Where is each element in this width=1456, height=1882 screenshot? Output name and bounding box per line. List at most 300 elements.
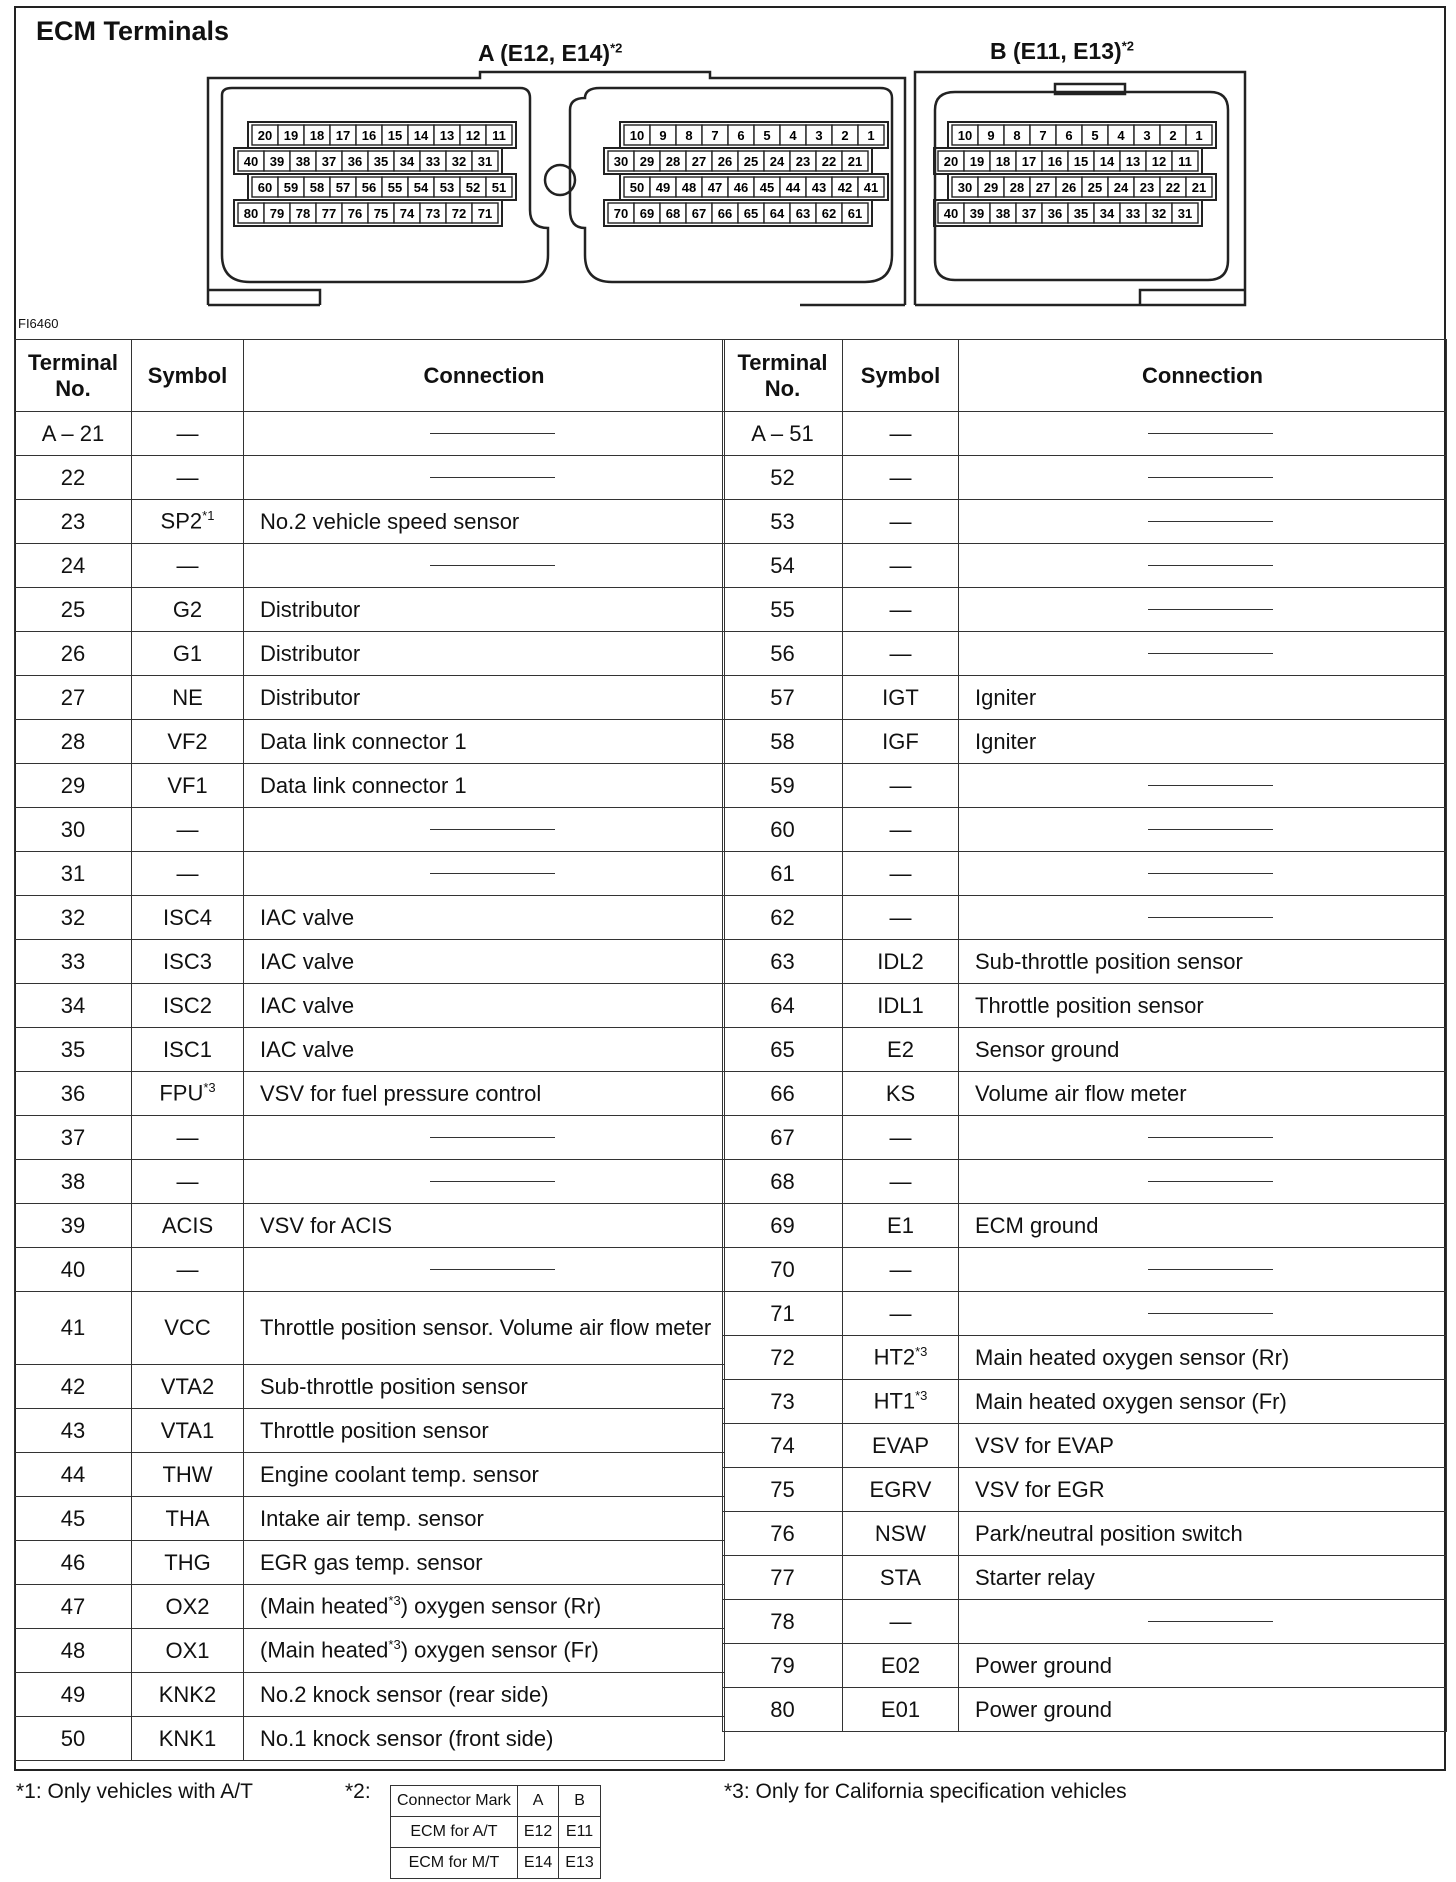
pin-number: 14 bbox=[413, 128, 429, 143]
terminal-row bbox=[15, 764, 725, 808]
terminal-row bbox=[723, 588, 1447, 632]
terminal-symbol: IDL1 bbox=[843, 984, 959, 1028]
pin-number: 8 bbox=[1013, 128, 1021, 143]
terminal-symbol: G2 bbox=[132, 588, 244, 632]
terminal-symbol: HT2$^{*3}$ bbox=[843, 1336, 959, 1380]
header-terminal: Terminal No. bbox=[15, 340, 132, 412]
terminal-connection: Sub-throttle position sensor bbox=[959, 940, 1447, 984]
pin-number: 9 bbox=[659, 128, 667, 143]
pin-number: 64 bbox=[769, 206, 785, 221]
pin-number: 24 bbox=[769, 154, 785, 169]
terminal-row bbox=[15, 1585, 725, 1629]
pin-number: 4 bbox=[1117, 128, 1125, 143]
pin-number: 7 bbox=[1039, 128, 1047, 143]
no-connection-line bbox=[1148, 1181, 1273, 1182]
terminal-connection: Distributor bbox=[244, 588, 725, 632]
terminal-row bbox=[723, 412, 1447, 456]
terminal-row bbox=[15, 896, 725, 940]
pin-number: 33 bbox=[425, 154, 441, 169]
terminal-number: 27 bbox=[15, 676, 132, 720]
terminal-row bbox=[723, 1424, 1447, 1468]
terminal-symbol: — bbox=[843, 1600, 959, 1644]
terminal-row bbox=[723, 1248, 1447, 1292]
pin-number: 19 bbox=[969, 154, 985, 169]
terminal-connection bbox=[959, 1160, 1447, 1204]
pin-number: 71 bbox=[477, 206, 493, 221]
pin-number: 35 bbox=[373, 154, 389, 169]
terminal-row bbox=[723, 632, 1447, 676]
pin-number: 13 bbox=[1125, 154, 1141, 169]
terminal-number: 53 bbox=[723, 500, 843, 544]
pin-number: 50 bbox=[629, 180, 645, 195]
terminal-symbol: VTA2 bbox=[132, 1365, 244, 1409]
terminal-number: 70 bbox=[723, 1248, 843, 1292]
pin-number: 36 bbox=[1047, 206, 1063, 221]
terminal-connection: IAC valve bbox=[244, 984, 725, 1028]
terminal-number: 77 bbox=[723, 1556, 843, 1600]
pin-number: 9 bbox=[987, 128, 995, 143]
terminal-connection bbox=[959, 764, 1447, 808]
pin-number: 30 bbox=[957, 180, 973, 195]
pin-number: 15 bbox=[387, 128, 403, 143]
terminal-row bbox=[723, 544, 1447, 588]
pin-number: 78 bbox=[295, 206, 311, 221]
terminal-number: 33 bbox=[15, 940, 132, 984]
terminal-connection: IAC valve bbox=[244, 1028, 725, 1072]
pin-number: 28 bbox=[665, 154, 681, 169]
terminal-connection: (Main heated$^{*3}$) oxygen sensor (Fr) bbox=[244, 1629, 725, 1673]
pin-number: 7 bbox=[711, 128, 719, 143]
terminal-row bbox=[15, 1541, 725, 1585]
terminal-connection: Engine coolant temp. sensor bbox=[244, 1453, 725, 1497]
pin-number: 6 bbox=[1065, 128, 1073, 143]
pin-number: 76 bbox=[347, 206, 363, 221]
no-connection-line bbox=[1148, 917, 1273, 918]
pin-number: 45 bbox=[759, 180, 775, 195]
terminal-number: A – 21 bbox=[15, 412, 132, 456]
terminal-number: 49 bbox=[15, 1673, 132, 1717]
terminal-connection: Power ground bbox=[959, 1688, 1447, 1732]
terminal-number: 26 bbox=[15, 632, 132, 676]
terminal-connection: Main heated oxygen sensor (Rr) bbox=[959, 1336, 1447, 1380]
terminal-row bbox=[15, 500, 725, 544]
connector-mark-row bbox=[391, 1817, 601, 1848]
terminal-number: 67 bbox=[723, 1116, 843, 1160]
terminal-row bbox=[15, 676, 725, 720]
terminal-connection: Main heated oxygen sensor (Fr) bbox=[959, 1380, 1447, 1424]
pin-number: 2 bbox=[1169, 128, 1177, 143]
pin-number: 37 bbox=[1021, 206, 1037, 221]
pin-number: 22 bbox=[1165, 180, 1181, 195]
terminal-number: 38 bbox=[15, 1160, 132, 1204]
terminal-symbol: OX1 bbox=[132, 1629, 244, 1673]
header-symbol: Symbol bbox=[132, 340, 244, 412]
terminal-symbol: E01 bbox=[843, 1688, 959, 1732]
terminal-connection: Throttle position sensor bbox=[244, 1409, 725, 1453]
no-connection-line bbox=[1148, 785, 1273, 786]
terminal-number: 74 bbox=[723, 1424, 843, 1468]
terminal-symbol: KS bbox=[843, 1072, 959, 1116]
pin-number: 31 bbox=[1177, 206, 1193, 221]
terminal-symbol: — bbox=[132, 808, 244, 852]
terminal-number: 72 bbox=[723, 1336, 843, 1380]
terminal-row bbox=[723, 1380, 1447, 1424]
figure-id: FI6460 bbox=[18, 316, 59, 331]
terminal-connection bbox=[959, 1116, 1447, 1160]
terminal-row bbox=[15, 1717, 725, 1761]
pin-number: 5 bbox=[1091, 128, 1099, 143]
terminal-number: 54 bbox=[723, 544, 843, 588]
terminal-connection bbox=[244, 412, 725, 456]
pin-number: 43 bbox=[811, 180, 827, 195]
page-title: ECM Terminals bbox=[36, 16, 230, 46]
pin-number: 16 bbox=[361, 128, 377, 143]
connector-mark-value: E12 bbox=[517, 1817, 558, 1848]
pin-number: 1 bbox=[867, 128, 875, 143]
pin-number: 35 bbox=[1073, 206, 1089, 221]
terminal-symbol: G1 bbox=[132, 632, 244, 676]
terminal-symbol: — bbox=[132, 1116, 244, 1160]
connector-a-right-pins bbox=[604, 122, 888, 226]
terminal-connection bbox=[959, 1248, 1447, 1292]
pin-number: 56 bbox=[361, 180, 377, 195]
pin-number: 25 bbox=[743, 154, 759, 169]
no-connection-line bbox=[1148, 477, 1273, 478]
terminal-row bbox=[723, 456, 1447, 500]
terminal-symbol: VTA1 bbox=[132, 1409, 244, 1453]
connector-mark-value: E14 bbox=[517, 1848, 558, 1879]
terminal-row bbox=[723, 940, 1447, 984]
pin-number: 27 bbox=[1035, 180, 1051, 195]
pin-number: 40 bbox=[243, 154, 259, 169]
pin-number: 61 bbox=[847, 206, 863, 221]
terminal-number: 50 bbox=[15, 1717, 132, 1761]
terminal-rows-left bbox=[15, 412, 725, 1761]
terminal-number: 36 bbox=[15, 1072, 132, 1116]
terminal-symbol: — bbox=[843, 1248, 959, 1292]
terminal-rows-right bbox=[723, 412, 1447, 1732]
terminal-row bbox=[723, 1116, 1447, 1160]
pin-number: 34 bbox=[1099, 206, 1115, 221]
terminal-connection: No.2 vehicle speed sensor bbox=[244, 500, 725, 544]
terminal-number: 58 bbox=[723, 720, 843, 764]
terminal-connection: Starter relay bbox=[959, 1556, 1447, 1600]
terminal-number: 60 bbox=[723, 808, 843, 852]
terminal-connection bbox=[959, 412, 1447, 456]
terminal-number: 55 bbox=[723, 588, 843, 632]
terminal-number: 80 bbox=[723, 1688, 843, 1732]
terminal-symbol: NE bbox=[132, 676, 244, 720]
terminal-symbol: THG bbox=[132, 1541, 244, 1585]
terminal-row bbox=[723, 1160, 1447, 1204]
pin-number: 53 bbox=[439, 180, 455, 195]
terminal-symbol: EVAP bbox=[843, 1424, 959, 1468]
terminal-connection bbox=[959, 896, 1447, 940]
terminal-symbol: — bbox=[843, 456, 959, 500]
terminal-connection: VSV for fuel pressure control bbox=[244, 1072, 725, 1116]
terminal-connection: IAC valve bbox=[244, 940, 725, 984]
terminal-connection bbox=[959, 1292, 1447, 1336]
terminal-connection: Igniter bbox=[959, 676, 1447, 720]
terminal-row bbox=[15, 808, 725, 852]
terminal-connection: Throttle position sensor bbox=[959, 984, 1447, 1028]
terminal-number: 65 bbox=[723, 1028, 843, 1072]
terminal-symbol: E2 bbox=[843, 1028, 959, 1072]
terminal-row bbox=[15, 1497, 725, 1541]
pin-number: 21 bbox=[847, 154, 863, 169]
terminal-number: 68 bbox=[723, 1160, 843, 1204]
terminal-connection bbox=[959, 852, 1447, 896]
terminal-connection bbox=[244, 1160, 725, 1204]
pin-number: 12 bbox=[1151, 154, 1167, 169]
terminal-symbol: E02 bbox=[843, 1644, 959, 1688]
connector-mark-value: E11 bbox=[559, 1817, 600, 1848]
header-terminal: Terminal No. bbox=[723, 340, 843, 412]
terminal-row bbox=[15, 1292, 725, 1365]
pin-number: 21 bbox=[1191, 180, 1207, 195]
connector-a-left-pins bbox=[234, 122, 516, 226]
terminal-connection: Data link connector 1 bbox=[244, 720, 725, 764]
terminal-connection bbox=[959, 456, 1447, 500]
pin-number: 41 bbox=[863, 180, 879, 195]
terminal-symbol: — bbox=[843, 1292, 959, 1336]
terminal-number: 28 bbox=[15, 720, 132, 764]
pin-number: 32 bbox=[1151, 206, 1167, 221]
terminal-number: 64 bbox=[723, 984, 843, 1028]
no-connection-line bbox=[430, 1181, 555, 1182]
terminal-row bbox=[723, 896, 1447, 940]
footnote-3: *3: Only for California specification vehicles bbox=[724, 1780, 1127, 1803]
terminal-row bbox=[15, 1072, 725, 1116]
pin-number: 11 bbox=[1178, 154, 1192, 169]
terminal-row bbox=[723, 1556, 1447, 1600]
terminal-connection bbox=[959, 1600, 1447, 1644]
terminal-connection: Distributor bbox=[244, 632, 725, 676]
terminal-number: 79 bbox=[723, 1644, 843, 1688]
pin-number: 1 bbox=[1195, 128, 1203, 143]
terminal-number: 66 bbox=[723, 1072, 843, 1116]
terminal-row bbox=[15, 456, 725, 500]
terminal-number: 76 bbox=[723, 1512, 843, 1556]
terminal-symbol: — bbox=[843, 632, 959, 676]
terminal-number: 22 bbox=[15, 456, 132, 500]
terminal-number: 52 bbox=[723, 456, 843, 500]
header-connection: Connection bbox=[959, 340, 1447, 412]
terminal-connection: Sub-throttle position sensor bbox=[244, 1365, 725, 1409]
terminal-symbol: — bbox=[843, 1116, 959, 1160]
terminal-number: 46 bbox=[15, 1541, 132, 1585]
connector-mark-row bbox=[391, 1786, 601, 1817]
terminal-connection: Throttle position sensor. Volume air flow meter bbox=[244, 1292, 725, 1365]
terminal-row bbox=[15, 1116, 725, 1160]
terminal-number: 56 bbox=[723, 632, 843, 676]
pin-number: 51 bbox=[491, 180, 507, 195]
terminal-connection bbox=[244, 808, 725, 852]
pin-number: 69 bbox=[639, 206, 655, 221]
terminal-number: 42 bbox=[15, 1365, 132, 1409]
connector-mark-label: ECM for A/T bbox=[391, 1817, 518, 1848]
terminal-row bbox=[15, 1028, 725, 1072]
terminal-symbol: — bbox=[843, 588, 959, 632]
pin-number: 62 bbox=[821, 206, 837, 221]
terminal-row bbox=[723, 1512, 1447, 1556]
no-connection-line bbox=[1148, 1621, 1273, 1622]
pin-number: 15 bbox=[1073, 154, 1089, 169]
terminal-symbol: EGRV bbox=[843, 1468, 959, 1512]
terminal-number: 48 bbox=[15, 1629, 132, 1673]
terminal-symbol: — bbox=[843, 896, 959, 940]
terminal-symbol: NSW bbox=[843, 1512, 959, 1556]
pin-number: 16 bbox=[1047, 154, 1063, 169]
pin-number: 42 bbox=[837, 180, 853, 195]
pin-number: 68 bbox=[665, 206, 681, 221]
terminal-row bbox=[15, 720, 725, 764]
terminal-symbol: ISC4 bbox=[132, 896, 244, 940]
terminal-symbol: IGT bbox=[843, 676, 959, 720]
terminal-row bbox=[723, 1028, 1447, 1072]
terminal-table-left bbox=[14, 339, 725, 1761]
pin-number: 52 bbox=[465, 180, 481, 195]
terminal-number: 71 bbox=[723, 1292, 843, 1336]
pin-number: 59 bbox=[283, 180, 299, 195]
terminal-number: 40 bbox=[15, 1248, 132, 1292]
terminal-symbol: ACIS bbox=[132, 1204, 244, 1248]
terminal-row bbox=[723, 720, 1447, 764]
terminal-row bbox=[15, 1673, 725, 1717]
pin-number: 57 bbox=[335, 180, 351, 195]
pin-number: 74 bbox=[399, 206, 415, 221]
terminal-connection: VSV for EGR bbox=[959, 1468, 1447, 1512]
pin-number: 46 bbox=[733, 180, 749, 195]
terminal-symbol: — bbox=[843, 852, 959, 896]
terminal-row bbox=[723, 1292, 1447, 1336]
terminal-symbol: — bbox=[132, 544, 244, 588]
terminal-symbol: SP2$^{*1}$ bbox=[132, 500, 244, 544]
pin-number: 33 bbox=[1125, 206, 1141, 221]
terminal-symbol: THW bbox=[132, 1453, 244, 1497]
terminal-symbol: VCC bbox=[132, 1292, 244, 1365]
pin-number: 77 bbox=[321, 206, 337, 221]
pin-number: 73 bbox=[425, 206, 441, 221]
pin-number: 14 bbox=[1099, 154, 1115, 169]
terminal-connection: (Main heated$^{*3}$) oxygen sensor (Rr) bbox=[244, 1585, 725, 1629]
no-connection-line bbox=[1148, 609, 1273, 610]
terminal-number: 63 bbox=[723, 940, 843, 984]
footnote-2: *2: bbox=[345, 1780, 371, 1803]
terminal-row bbox=[15, 984, 725, 1028]
pin-number: 58 bbox=[309, 180, 325, 195]
pin-number: 40 bbox=[943, 206, 959, 221]
terminal-number: 39 bbox=[15, 1204, 132, 1248]
no-connection-line bbox=[1148, 433, 1273, 434]
terminal-number: 32 bbox=[15, 896, 132, 940]
pin-number: 20 bbox=[257, 128, 273, 143]
pin-number: 48 bbox=[681, 180, 697, 195]
terminal-symbol: E1 bbox=[843, 1204, 959, 1248]
connector-b-label: B (E11, E13)$^{*2}$ bbox=[990, 38, 1134, 64]
terminal-number: 47 bbox=[15, 1585, 132, 1629]
no-connection-line bbox=[1148, 653, 1273, 654]
terminal-connection: Data link connector 1 bbox=[244, 764, 725, 808]
terminal-symbol: FPU$^{*3}$ bbox=[132, 1072, 244, 1116]
terminal-number: 30 bbox=[15, 808, 132, 852]
terminal-row bbox=[723, 1600, 1447, 1644]
terminal-connection: Sensor ground bbox=[959, 1028, 1447, 1072]
terminal-number: 78 bbox=[723, 1600, 843, 1644]
no-connection-line bbox=[430, 873, 555, 874]
terminal-symbol: KNK1 bbox=[132, 1717, 244, 1761]
terminal-row bbox=[723, 764, 1447, 808]
terminal-number: 62 bbox=[723, 896, 843, 940]
terminal-number: A – 51 bbox=[723, 412, 843, 456]
terminal-symbol: — bbox=[132, 852, 244, 896]
terminal-row bbox=[15, 1248, 725, 1292]
terminal-symbol: — bbox=[132, 412, 244, 456]
pin-number: 17 bbox=[335, 128, 351, 143]
pin-number: 34 bbox=[399, 154, 415, 169]
footnote-1: *1: Only vehicles with A/T bbox=[16, 1780, 253, 1803]
no-connection-line bbox=[430, 1269, 555, 1270]
pin-number: 18 bbox=[995, 154, 1011, 169]
pin-number: 10 bbox=[957, 128, 973, 143]
pin-number: 31 bbox=[477, 154, 493, 169]
terminal-symbol: — bbox=[843, 1160, 959, 1204]
pin-number: 44 bbox=[785, 180, 801, 195]
pin-number: 4 bbox=[789, 128, 797, 143]
terminal-symbol: VF1 bbox=[132, 764, 244, 808]
terminal-symbol: ISC3 bbox=[132, 940, 244, 984]
pin-number: 79 bbox=[269, 206, 285, 221]
terminal-number: 29 bbox=[15, 764, 132, 808]
terminal-row bbox=[723, 676, 1447, 720]
terminal-row bbox=[15, 1160, 725, 1204]
pin-number: 28 bbox=[1009, 180, 1025, 195]
terminal-symbol: STA bbox=[843, 1556, 959, 1600]
terminal-number: 75 bbox=[723, 1468, 843, 1512]
pin-number: 72 bbox=[451, 206, 467, 221]
pin-number: 11 bbox=[492, 128, 506, 143]
no-connection-line bbox=[430, 1137, 555, 1138]
pin-number: 80 bbox=[243, 206, 259, 221]
terminal-row bbox=[15, 940, 725, 984]
no-connection-line bbox=[1148, 521, 1273, 522]
terminal-symbol: — bbox=[132, 456, 244, 500]
terminal-connection bbox=[959, 544, 1447, 588]
no-connection-line bbox=[430, 477, 555, 478]
terminal-row bbox=[723, 984, 1447, 1028]
no-connection-line bbox=[1148, 829, 1273, 830]
connector-b-pins bbox=[934, 122, 1216, 226]
pin-number: 26 bbox=[1061, 180, 1077, 195]
terminal-row bbox=[15, 632, 725, 676]
terminal-connection bbox=[244, 456, 725, 500]
terminal-symbol: OX2 bbox=[132, 1585, 244, 1629]
terminal-row bbox=[15, 1453, 725, 1497]
terminal-row bbox=[723, 1336, 1447, 1380]
pin-number: 65 bbox=[743, 206, 759, 221]
terminal-row bbox=[15, 1365, 725, 1409]
terminal-connection: Distributor bbox=[244, 676, 725, 720]
terminal-connection bbox=[244, 852, 725, 896]
terminal-connection: Igniter bbox=[959, 720, 1447, 764]
terminal-connection bbox=[959, 808, 1447, 852]
pin-number: 36 bbox=[347, 154, 363, 169]
pin-number: 3 bbox=[815, 128, 823, 143]
terminal-number: 61 bbox=[723, 852, 843, 896]
pin-number: 13 bbox=[439, 128, 455, 143]
terminal-number: 45 bbox=[15, 1497, 132, 1541]
no-connection-line bbox=[1148, 1269, 1273, 1270]
